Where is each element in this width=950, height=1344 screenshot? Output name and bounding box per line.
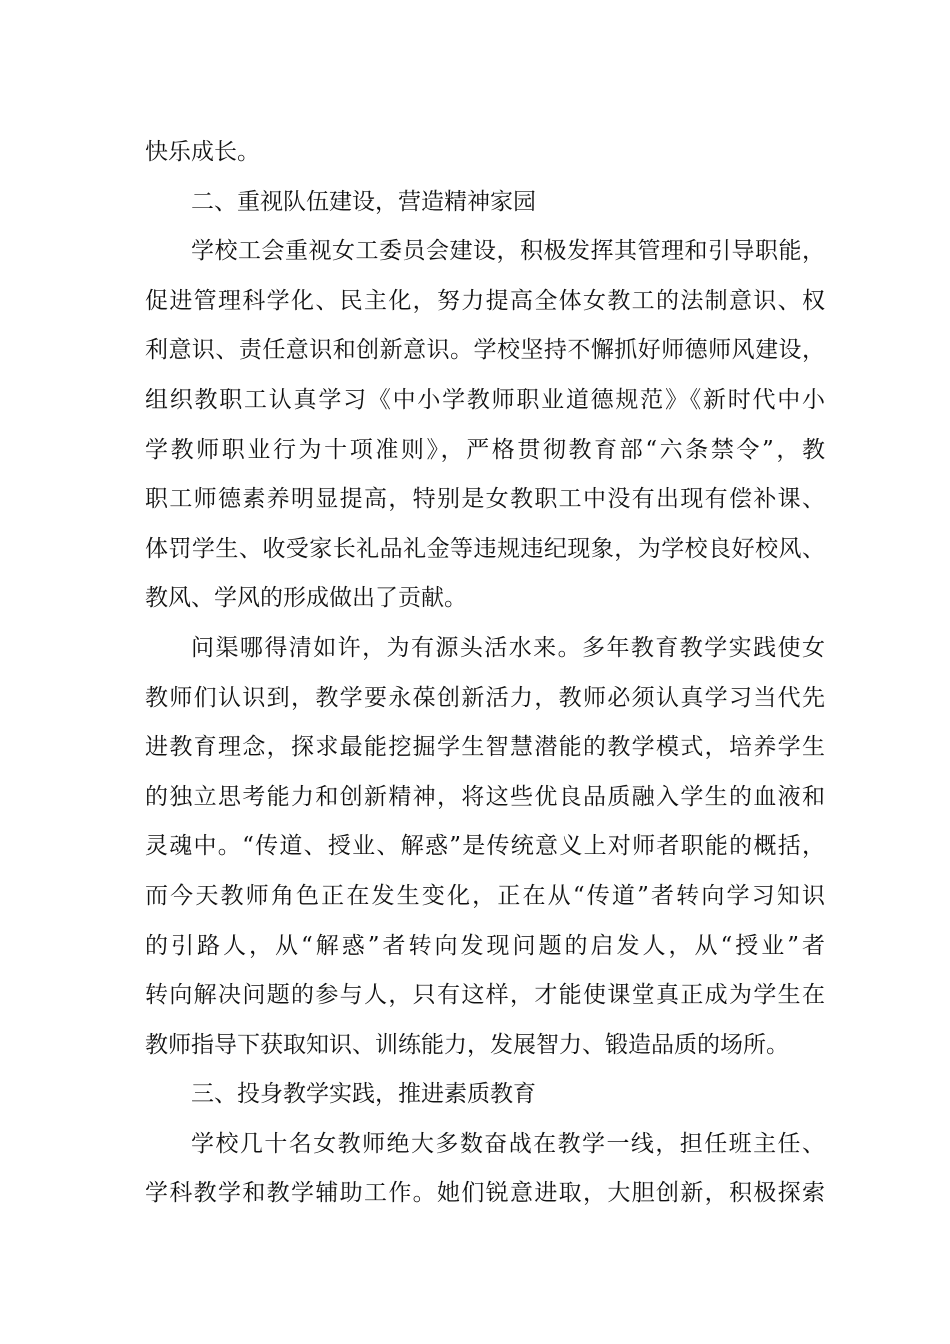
body-text-line: 职工师德素养明显提高，特别是女教职工中没有出现有偿补课、 [145, 486, 825, 513]
document-body [145, 128, 825, 1219]
body-text-line: 教师们认识到，教学要永葆创新活力，教师必须认真学习当代先 [145, 684, 825, 711]
body-text-line: 进教育理念，探求最能挖掘学生智慧潜能的教学模式，培养学生 [145, 734, 825, 761]
body-text-line: 学校工会重视女工委员会建设，积极发挥其管理和引导职能， [191, 238, 825, 265]
body-text-line: 学校几十名女教师绝大多数奋战在教学一线，担任班主任、 [191, 1130, 825, 1157]
body-text-line: 组织教职工认真学习《中小学教师职业道德规范》《新时代中小 [145, 386, 825, 413]
body-text-line: 体罚学生、收受家长礼品礼金等违规违纪现象，为学校良好校风、 [145, 535, 825, 562]
body-text-line: 灵魂中。“传道、授业、解惑”是传统意义上对师者职能的概括， [145, 833, 825, 860]
body-text-line: 学科教学和教学辅助工作。她们锐意进取，大胆创新，积极探索 [145, 1180, 825, 1207]
body-text-line: 的独立思考能力和创新精神，将这些优良品质融入学生的血液和 [145, 783, 825, 810]
body-text-line: 促进管理科学化、民主化，努力提高全体女教工的法制意识、权 [145, 287, 825, 314]
body-text-line: 教师指导下获取知识、训练能力，发展智力、锻造品质的场所。 [145, 1031, 789, 1058]
body-text-line: 而今天教师角色正在发生变化，正在从“传道”者转向学习知识 [145, 882, 825, 909]
body-text-line: 转向解决问题的参与人，只有这样，才能使课堂真正成为学生在 [145, 982, 825, 1009]
body-text-line: 问渠哪得清如许，为有源头活水来。多年教育教学实践使女 [191, 634, 825, 661]
section-heading-line: 二、重视队伍建设，营造精神家园 [191, 188, 536, 215]
body-text-line: 利意识、责任意识和创新意识。学校坚持不懈抓好师德师风建设， [145, 337, 825, 364]
body-text-line: 学教师职业行为十项准则》，严格贯彻教育部“六条禁令”，教 [145, 436, 825, 463]
body-text-line: 快乐成长。 [145, 139, 260, 165]
body-text-line: 教风、学风的形成做出了贡献。 [145, 585, 467, 612]
section-heading-line: 三、投身教学实践，推进素质教育 [191, 1081, 536, 1108]
body-text-line: 的引路人，从“解惑”者转向发现问题的启发人，从“授业”者 [145, 932, 825, 959]
